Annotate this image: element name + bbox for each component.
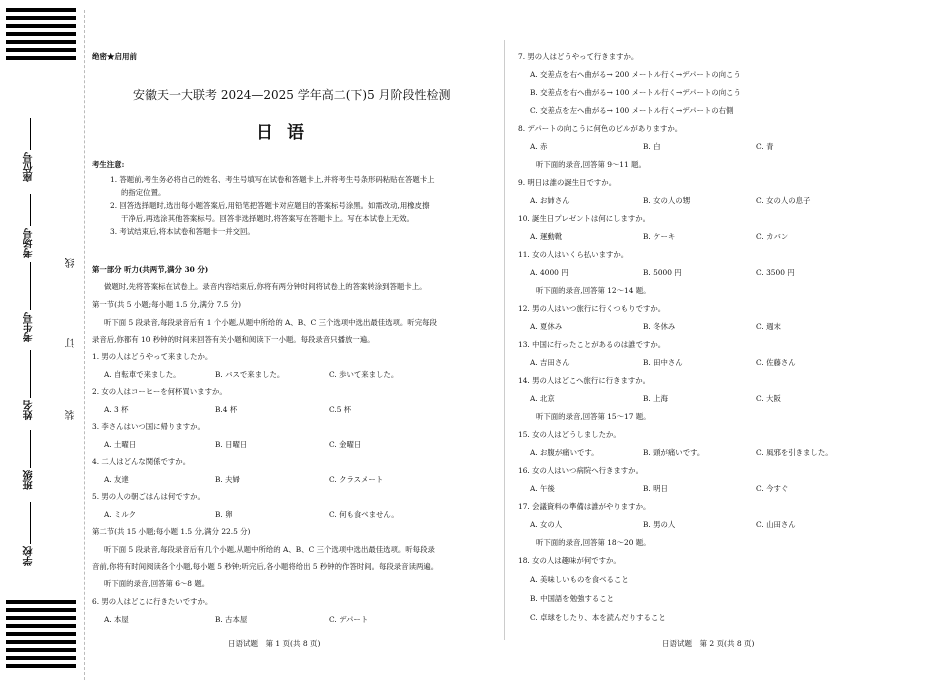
q1-option-b: B. バスで来ました。 xyxy=(215,370,285,379)
q2-option-b: B.4 杯 xyxy=(215,405,238,414)
column-divider xyxy=(504,40,505,640)
question-17: 17. 会議資料の準備は誰がやりますか。 xyxy=(518,502,651,511)
q3-option-a: A. 土曜日 xyxy=(104,440,137,449)
question-3: 3. 李さんはいつ国に帰りますか。 xyxy=(92,422,205,431)
q11-option-a: A. 4000 円 xyxy=(530,268,569,277)
cue-15-17: 听下面的录音,回答第 15～17 题。 xyxy=(536,412,651,421)
secret-label: 绝密★启用前 xyxy=(92,52,137,61)
q4-option-c: C. クラスメート xyxy=(329,475,384,484)
q7-option-c: C. 交差点を左へ曲がる→ 100 メートル行く→デパートの右側 xyxy=(530,106,734,115)
q13-option-a: A. 吉田さん xyxy=(530,358,570,367)
sec1-intro-2: 录音后,你都有 10 秒钟的时间来回答有关小题和阅读下一小题。每段录音只播放一遍。 xyxy=(92,335,375,344)
q7-option-b: B. 交差点を右へ曲がる→ 100 メートル行く→デパートの向こう xyxy=(530,88,741,97)
q5-option-b: B. 卵 xyxy=(215,510,233,519)
class-label: 班级 xyxy=(24,470,35,490)
question-7: 7. 男の人はどうやって行きますか。 xyxy=(518,52,639,61)
seat-label: 座位号 xyxy=(24,152,35,182)
q16-option-b: B. 明日 xyxy=(643,484,668,493)
q3-option-b: B. 日曜日 xyxy=(215,440,248,449)
q17-option-c: C. 山田さん xyxy=(756,520,796,529)
q14-option-b: B. 上海 xyxy=(643,394,668,403)
id-label: 考生号 xyxy=(24,312,35,342)
question-16: 16. 女の人はいつ病院へ行きますか。 xyxy=(518,466,643,475)
sec1-intro-1: 听下面 5 段录音,每段录音后有 1 个小题,从题中所给的 A、B、C 三个选项中选出最佳选项。听完每段 xyxy=(104,318,437,327)
q1-option-c: C. 歩いて来ました。 xyxy=(329,370,399,379)
q15-option-b: B. 頭が痛いです。 xyxy=(643,448,705,457)
question-10: 10. 誕生日プレゼントは何にしますか。 xyxy=(518,214,651,223)
note-line-4: 干净后,再选涂其他答案标号。回答非选择题时,将答案写在答题卡上。写在本试卷上无效。 xyxy=(121,214,414,223)
q6-option-a: A. 本屋 xyxy=(104,615,129,624)
note-line-3: 2. 回答选择题时,选出每小题答案后,用铅笔把答题卡对应题目的答案标号涂黑。如需改动,用橡皮擦 xyxy=(110,201,430,210)
q16-option-c: C. 今すぐ xyxy=(756,484,789,493)
question-14: 14. 男の人はどこへ旅行に行きますか。 xyxy=(518,376,651,385)
question-1: 1. 男の人はどうやって来ましたか。 xyxy=(92,352,213,361)
question-12: 12. 男の人はいつ旅行に行くつもりですか。 xyxy=(518,304,666,313)
subject-title: 日语 xyxy=(256,123,318,143)
q12-option-c: C. 週末 xyxy=(756,322,781,331)
sec2-intro-2: 音前,你将有时间阅读各个小题,每小题 5 秒钟;听完后,各小题将给出 5 秒钟的作答时间。每段录音读两遍。 xyxy=(92,562,439,571)
q2-option-c: C.5 杯 xyxy=(329,405,352,414)
q12-option-a: A. 夏休み xyxy=(530,322,563,331)
q10-option-b: B. ケーキ xyxy=(643,232,676,241)
q9-option-a: A. お姉さん xyxy=(530,196,570,205)
q2-option-a: A. 3 杯 xyxy=(104,405,129,414)
cue-9-11: 听下面的录音,回答第 9～11 题。 xyxy=(536,160,646,169)
exam-title: 安徽天一大联考 2024—2025 学年高二(下)5 月阶段性检测 xyxy=(133,88,451,102)
cue-18-20: 听下面的录音,回答第 18～20 题。 xyxy=(536,538,651,547)
question-2: 2. 女の人はコーヒーを何杯買いますか。 xyxy=(92,387,227,396)
q1-option-a: A. 自転車で来ました。 xyxy=(104,370,181,379)
binding-char-zhuang: 装 xyxy=(66,410,77,420)
q17-option-b: B. 男の人 xyxy=(643,520,676,529)
part1-intro: 做题时,先将答案标在试卷上。录音内容结束后,你将有两分钟时间将试卷上的答案转涂到答题卡上。 xyxy=(104,282,427,291)
q16-option-a: A. 午後 xyxy=(530,484,555,493)
q5-option-a: A. ミルク xyxy=(104,510,137,519)
binding-char-ding: 订 xyxy=(66,338,77,348)
question-6: 6. 男の人はどこに行きたいですか。 xyxy=(92,597,213,606)
q3-option-c: C. 金曜日 xyxy=(329,440,362,449)
question-15: 15. 女の人はどうしましたか。 xyxy=(518,430,621,439)
q18-option-b: B. 中国語を勉強すること xyxy=(530,594,615,603)
question-5: 5. 男の人の朝ごはんは何ですか。 xyxy=(92,492,205,501)
note-line-5: 3. 考试结束后,将本试卷和答题卡一并交回。 xyxy=(110,227,255,236)
q13-option-c: C. 佐藤さん xyxy=(756,358,796,367)
footer-page-2: 日语试题 第 2 页(共 8 页) xyxy=(662,639,755,648)
sec1-heading: 第一节(共 5 小题;每小题 1.5 分,满分 7.5 分) xyxy=(92,300,241,309)
question-13: 13. 中国に行ったことがあるのは誰ですか。 xyxy=(518,340,666,349)
q7-option-a: A. 交差点を右へ曲がる→ 200 メートル行く→デパートの向こう xyxy=(530,70,741,79)
q6-option-b: B. 古本屋 xyxy=(215,615,248,624)
q11-option-c: C. 3500 円 xyxy=(756,268,795,277)
question-18: 18. 女の人は趣味が何ですか。 xyxy=(518,556,621,565)
notes-heading: 考生注意: xyxy=(92,160,125,169)
cue-12-14: 听下面的录音,回答第 12～14 题。 xyxy=(536,286,651,295)
question-8: 8. デパートの向こうに何色のビルがありますか。 xyxy=(518,124,683,133)
q14-option-a: A. 北京 xyxy=(530,394,555,403)
q12-option-b: B. 冬休み xyxy=(643,322,676,331)
q17-option-a: A. 女の人 xyxy=(530,520,563,529)
name-label: 姓名 xyxy=(24,400,35,420)
q15-option-c: C. 風邪を引きました。 xyxy=(756,448,833,457)
footer-page-1: 日语试题 第 1 页(共 8 页) xyxy=(228,639,321,648)
sec2-intro-1: 听下面 5 段录音,每段录音后有几个小题,从题中所给的 A、B、C 三个选项中选出最佳选项。听每段录 xyxy=(104,545,435,554)
q5-option-c: C. 何も食べません。 xyxy=(329,510,399,519)
q8-option-b: B. 白 xyxy=(643,142,661,151)
school-label: 学校 xyxy=(24,546,35,566)
q8-option-c: C. 青 xyxy=(756,142,774,151)
note-line-2: 的指定位置。 xyxy=(121,188,166,197)
question-4: 4. 二人はどんな関係ですか。 xyxy=(92,457,191,466)
q15-option-a: A. お腹が痛いです。 xyxy=(530,448,599,457)
q6-option-c: C. デパート xyxy=(329,615,369,624)
q13-option-b: B. 田中さん xyxy=(643,358,683,367)
q11-option-b: B. 5000 円 xyxy=(643,268,682,277)
q4-option-a: A. 友達 xyxy=(104,475,129,484)
q10-option-c: C. カバン xyxy=(756,232,789,241)
part1-heading: 第一部分 听力(共两节,满分 30 分) xyxy=(92,265,209,274)
q18-option-c: C. 卓球をしたり、本を読んだりすること xyxy=(530,613,666,622)
q9-option-c: C. 女の人の息子 xyxy=(756,196,811,205)
note-line-1: 1. 答题前,考生务必将自己的姓名、考生号填写在试卷和答题卡上,并将考生号条形码粘贴在答题卡上 xyxy=(110,175,435,184)
q4-option-b: B. 夫婦 xyxy=(215,475,240,484)
cue-6-8: 听下面的录音,回答第 6～8 题。 xyxy=(104,579,210,588)
question-9: 9. 明日は誰の誕生日ですか。 xyxy=(518,178,617,187)
room-label: 考场号 xyxy=(24,228,35,258)
binding-char-line: 线 xyxy=(66,258,77,268)
sec2-heading: 第二节(共 15 小题;每小题 1.5 分,满分 22.5 分) xyxy=(92,527,251,536)
q18-option-a: A. 美味しいものを食べること xyxy=(530,575,629,584)
q10-option-a: A. 運動靴 xyxy=(530,232,563,241)
q14-option-c: C. 大阪 xyxy=(756,394,781,403)
question-11: 11. 女の人はいくら払いますか。 xyxy=(518,250,629,259)
q8-option-a: A. 赤 xyxy=(530,142,548,151)
q9-option-b: B. 女の人の甥 xyxy=(643,196,691,205)
